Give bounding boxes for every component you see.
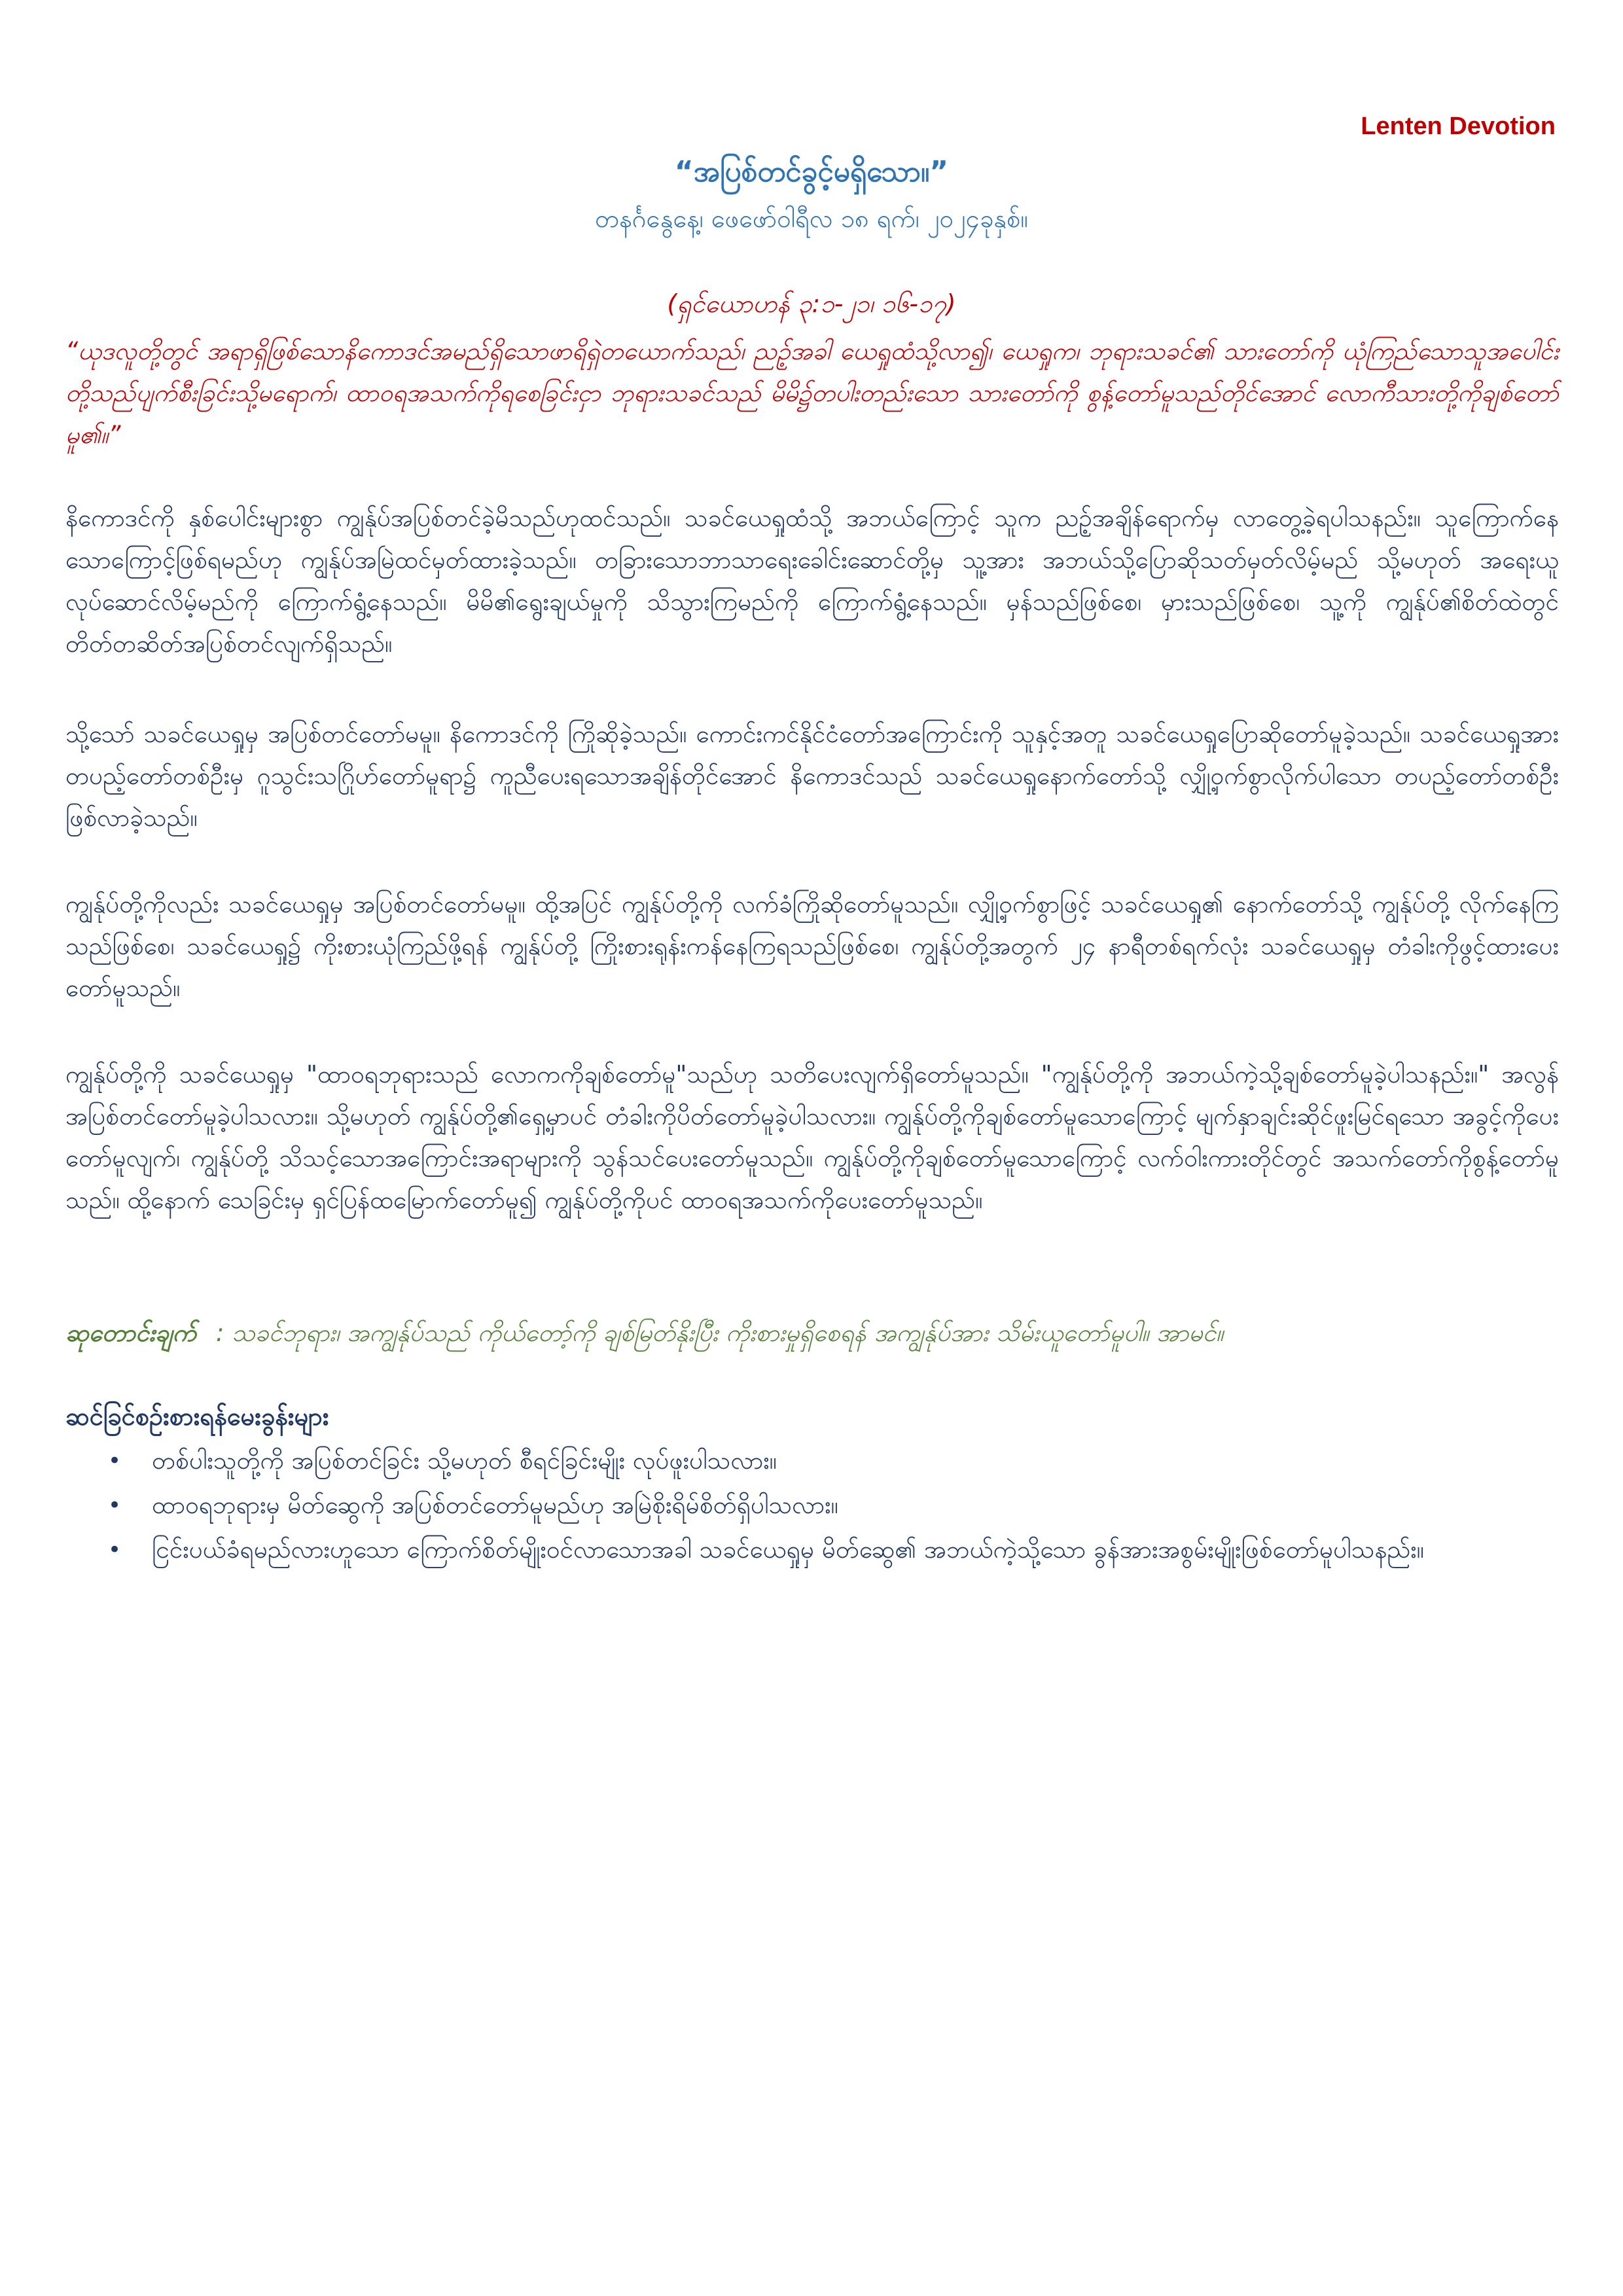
list-item	[98, 1529, 1559, 1571]
body-paragraph-4: ကျွန်ုပ်တို့ကို သခင်ယေရှုမှ "ထာဝရဘုရားသည် လောကကိုချစ်တော်မူ"သည်ဟု သတိပေးလျက်ရှိတော်မူသည်။ "ကျွန်ုပ်တို့ကို အဘယ်ကဲ့သို့ချစ်တော်မူခဲ့ပါသနည်း။" အလွန်အပြစ်တင်တော်မူခဲ့ပါသလား။ သို့မဟုတ် ကျွန်ုပ်တို့၏ရှေ့မှာပင် တံခါးကိုပိတ်တော်မူခဲ့ပါသလား။ ကျွန်ုပ်တို့ကိုချစ်တော်မူသောကြောင့် မျက်နှာချင်းဆိုင်ဖူးမြင်ရသော အခွင့်ကိုပေးတော်မူလျက်၊ ကျွန်ုပ်တို့ သိသင့်သောအကြောင်းအရာများကို သွန်သင်ပေးတော်မူသည်။ ကျွန်ုပ်တို့ကိုချစ်တော်မူသောကြောင့် လက်ဝါးကားတိုင်တွင် အသက်တော်ကိုစွန့်တော်မူသည်။ ထို့နောက် သေခြင်းမှ ရှင်ပြန်ထမြောက်တော်မူ၍ ကျွန်ုပ်တို့ကိုပင် ထာဝရအသက်ကိုပေးတော်မူသည်။	[65, 1060, 1559, 1214]
body-paragraph-2: သို့သော် သခင်ယေရှုမှ အပြစ်တင်တော်မမူ။ နိကောဒင်ကို ကြိုဆိုခဲ့သည်။ ကောင်းကင်နိုင်ငံတော်အကြောင်းကို သူနှင့်အတူ သခင်ယေရှုပြောဆိုတော်မူခဲ့သည်။ သခင်ယေရှုအား တပည့်တော်တစ်ဦးမှ ဂူသွင်းသဂြိုဟ်တော်မူရာ၌ ကူညီပေးရသောအချိန်တိုင်အောင် နိကောဒင်သည် သခင်ယေရှုနောက်တော်သို့ လျှို့ဝှက်စွာလိုက်ပါသော တပည့်တော်တစ်ဦးဖြစ်လာခဲ့သည်။	[65, 720, 1559, 832]
bullet-icon: •	[108, 1448, 122, 1474]
body-paragraph-3: ကျွန်ုပ်တို့ကိုလည်း သခင်ယေရှုမှ အပြစ်တင်တော်မမူ။ ထို့အပြင် ကျွန်ုပ်တို့ကို လက်ခံကြိုဆိုတော်မူသည်။ လျှို့ဝှက်စွာဖြင့် သခင်ယေရှု၏ နောက်တော်သို့ ကျွန်ုပ်တို့ လိုက်နေကြသည်ဖြစ်စေ၊ သခင်ယေရှု၌ ကိုးစားယုံကြည်ဖို့ရန် ကျွန်ုပ်တို့ ကြိုးစားရုန်းကန်နေကြရသည်ဖြစ်စေ၊ ကျွန်ုပ်တို့အတွက် ၂၄ နာရီတစ်ရက်လုံး သခင်ယေရှုမှ တံခါးကိုဖွင့်ထားပေးတော်မူသည်။	[65, 890, 1559, 1002]
reflection-questions-list	[98, 1440, 1559, 1573]
scripture-quote: “ယုဒလူတို့တွင် အရာရှိဖြစ်သောနိကောဒင်အမည်ရှိသောဖာရိရှဲတယောက်သည်၊ ညဥ့်အခါ ယေရှုထံသို့လာ၍၊ ယေရှုက၊ ဘုရားသခင်၏ သားတော်ကို ယုံကြည်သောသူအပေါင်းတို့သည်ပျက်စီးခြင်းသို့မရောက်၊ ထာဝရအသက်ကိုရစေခြင်းငှာ ဘုရားသခင်သည် မိမိ၌တပါးတည်းသော သားတော်ကို စွန့်တော်မူသည်တိုင်အောင် လောကီသားတို့ကိုချစ်တော်မူ၏။”	[65, 337, 1559, 449]
scripture-reference: (ရှင်ယောဟန် ၃:၁-၂၁၊ ၁၆-၁၇)	[667, 289, 956, 318]
prayer-label: ဆုတောင်းချက်	[65, 1319, 196, 1347]
lenten-devotion-label: Lenten Devotion	[1361, 113, 1556, 140]
prayer-text: : သခင်ဘုရား၊ အကျွန်ုပ်သည် ကိုယ်တော့်ကို ချစ်မြတ်နိုးပြီး ကိုးစားမှုရှိစေရန် အကျွန်ုပ်အား သိမ်းယူတော်မူပါ။ အာမင်။	[215, 1319, 1224, 1347]
list-item	[98, 1484, 1559, 1526]
list-item	[98, 1440, 1559, 1482]
prayer-block	[65, 1312, 1559, 1354]
question-text: ငြင်းပယ်ခံရမည်လားဟူသော ကြောက်စိတ်မျိုးဝင်လာသောအခါ သခင်ယေရှုမှ မိတ်ဆွေ၏ အဘယ်ကဲ့သို့သော ခွန်အားအစွမ်းမျိုးဖြစ်တော်မူပါသနည်း။	[152, 1535, 1424, 1564]
bullet-icon: •	[108, 1492, 122, 1518]
devotion-title: “အပြစ်တင်ခွင့်မရှိသော။”	[674, 155, 949, 188]
reflection-questions-heading: ဆင်ခြင်စဉ်းစားရန်မေးခွန်းများ	[65, 1402, 329, 1431]
bullet-icon: •	[108, 1537, 122, 1563]
question-text: တစ်ပါးသူတို့ကို အပြစ်တင်ခြင်း သို့မဟုတ် စီရင်ခြင်းမျိုး လုပ်ဖူးပါသလား။	[152, 1446, 777, 1475]
body-paragraph-1: နိကောဒင်ကို နှစ်ပေါင်းများစွာ ကျွန်ုပ်အပြစ်တင်ခဲ့မိသည်ဟုထင်သည်။ သခင်ယေရှုထံသို့ အဘယ်ကြောင့် သူက ညဥ့်အချိန်ရောက်မှ လာတွေ့ခဲ့ရပါသနည်း။ သူကြောက်နေသောကြောင့်ဖြစ်ရမည်ဟု ကျွန်ုပ်အမြဲထင်မှတ်ထားခဲ့သည်။ တခြားသောဘာသာရေးခေါင်းဆောင်တို့မှ သူ့အား အဘယ်သို့ပြောဆိုသတ်မှတ်လိမ့်မည် သို့မဟုတ် အရေးယူလုပ်ဆောင်လိမ့်မည်ကို ကြောက်ရွံ့နေသည်။ မိမိ၏ရွေးချယ်မှုကို သိသွားကြမည်ကို ကြောက်ရွံ့နေသည်။ မှန်သည်ဖြစ်စေ၊ မှားသည်ဖြစ်စေ၊ သူ့ကို ကျွန်ုပ်၏စိတ်ထဲတွင် တိတ်တဆိတ်အပြစ်တင်လျက်ရှိသည်။	[65, 504, 1559, 658]
date-line: တနင်္ဂနွေနေ့၊ ဖေဖော်ဝါရီလ ၁၈ ရက်၊ ၂၀၂၄ခုနှစ်။	[595, 204, 1028, 233]
question-text: ထာဝရဘုရားမှ မိတ်ဆွေကို အပြစ်တင်တော်မူမည်ဟု အမြဲစိုးရိမ်စိတ်ရှိပါသလား။	[152, 1491, 838, 1519]
